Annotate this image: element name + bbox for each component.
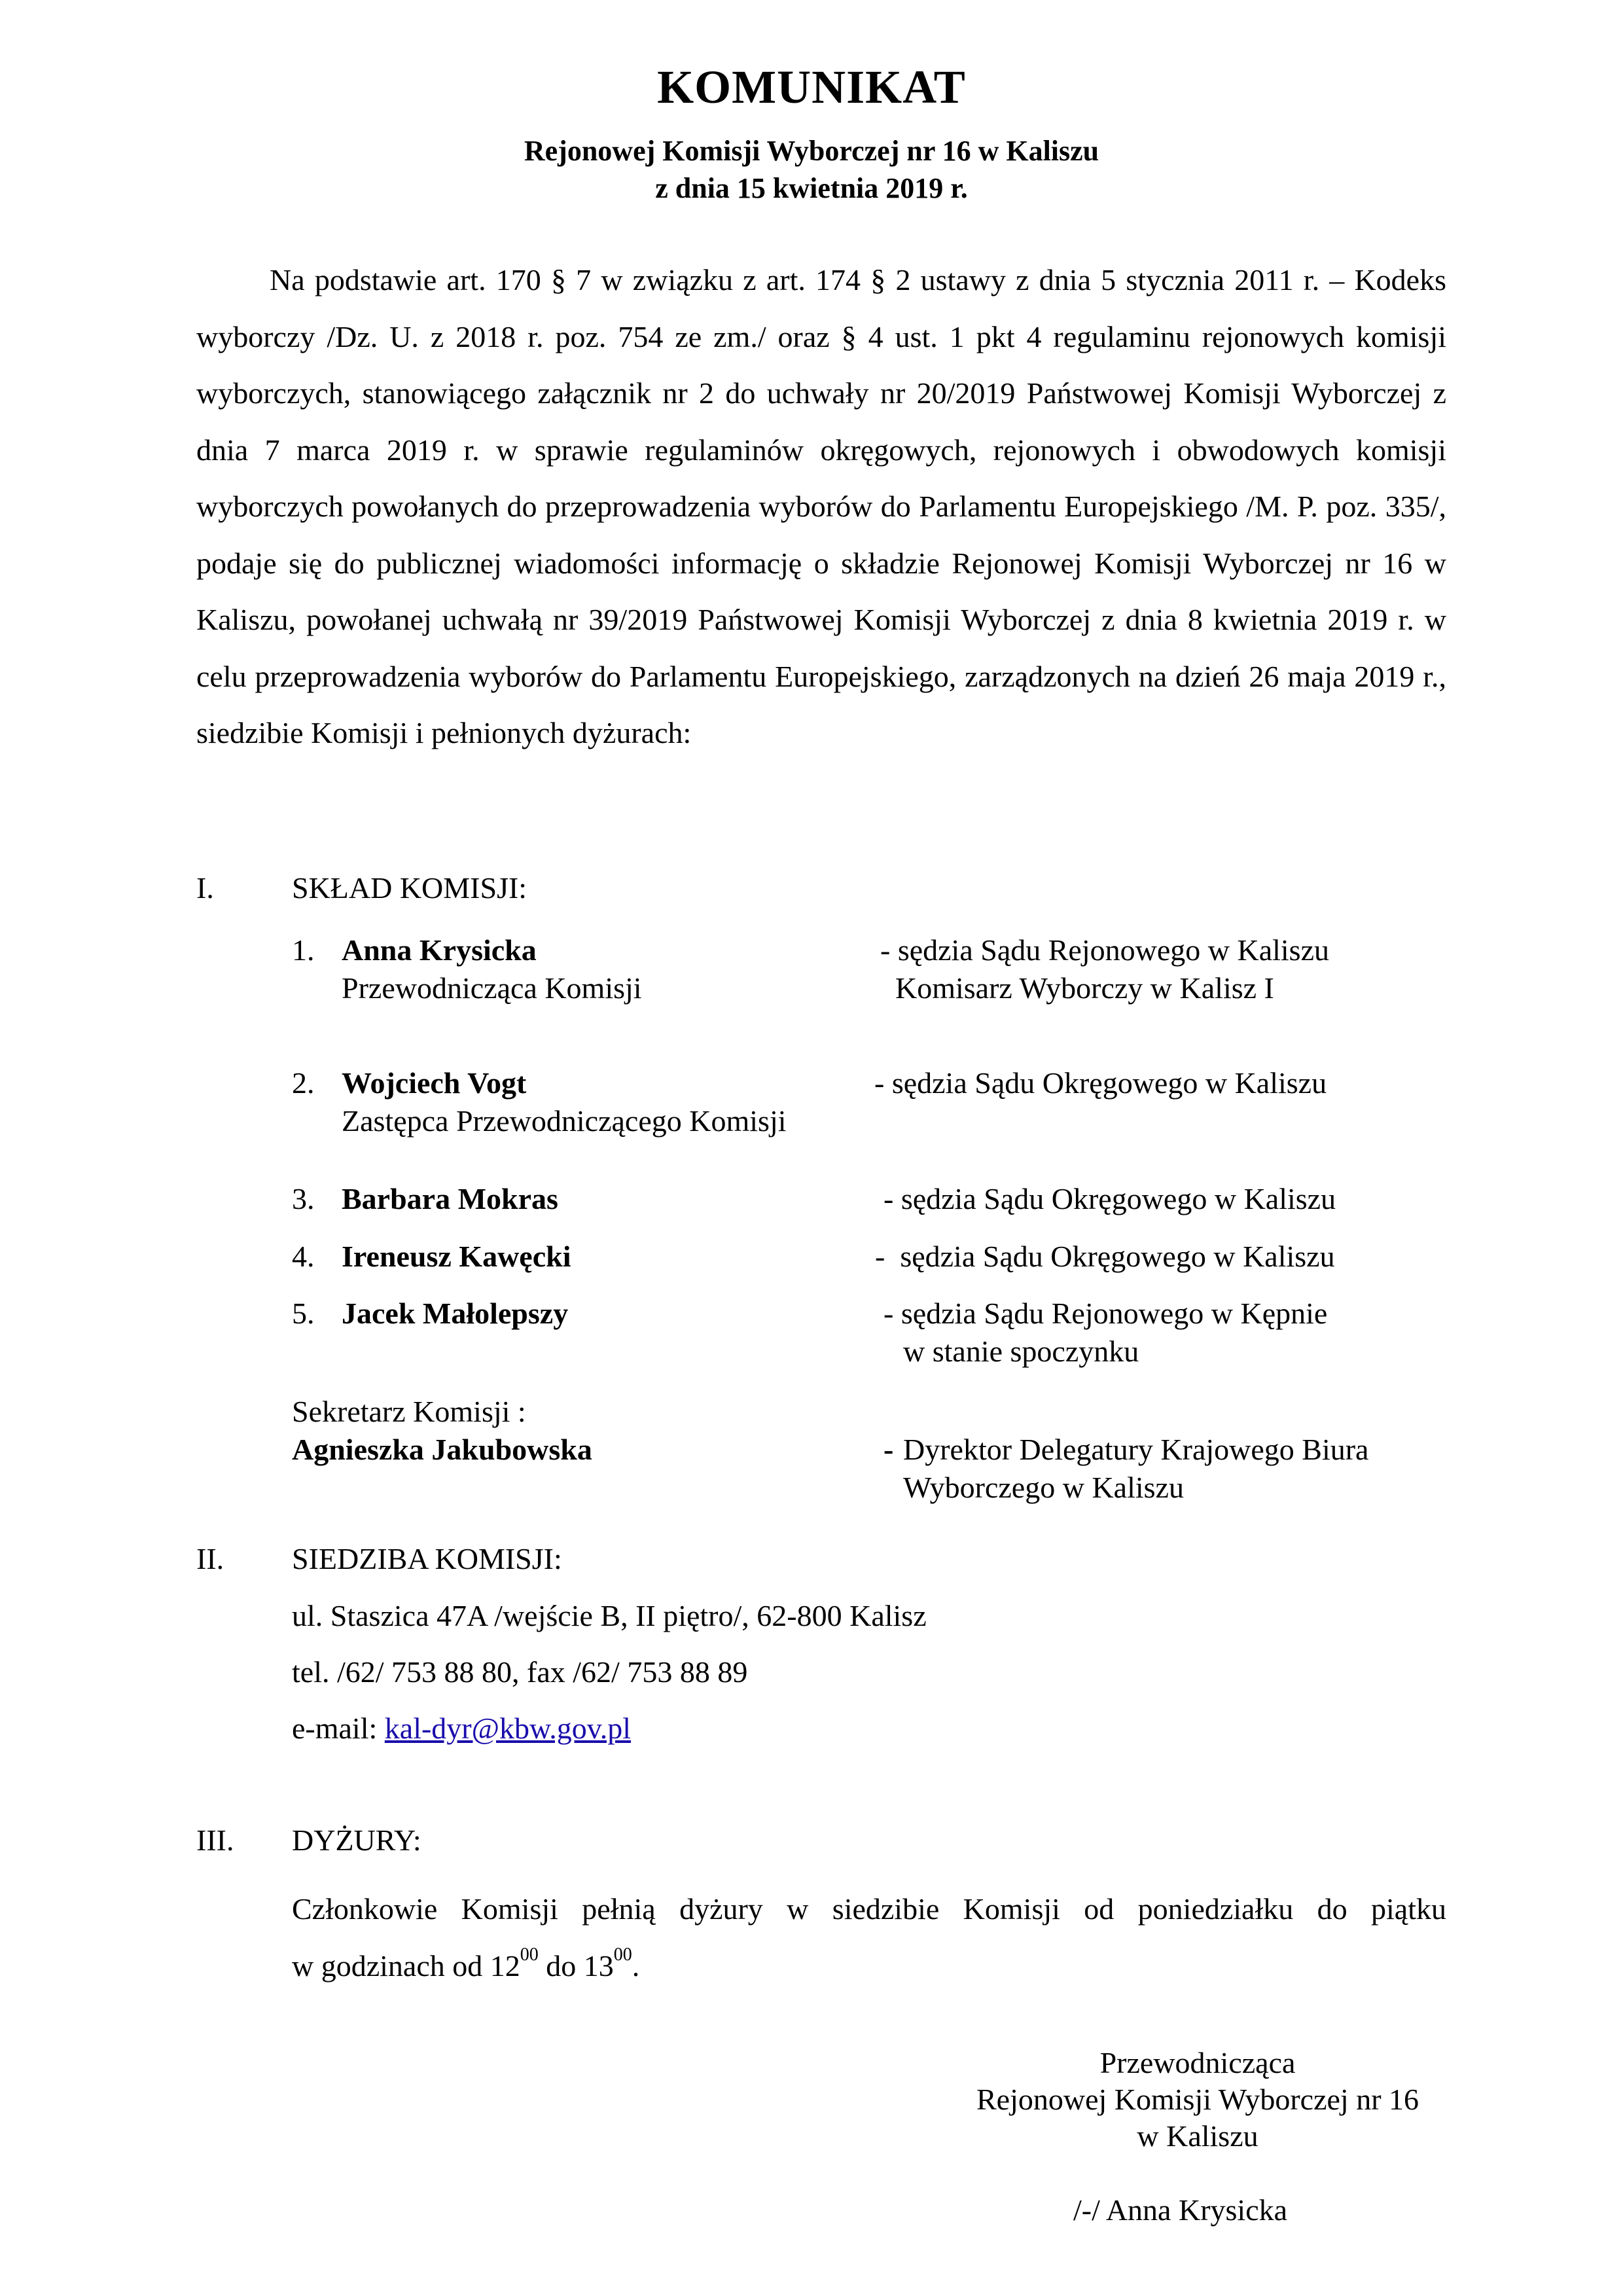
member-4-number: 4. <box>292 1240 315 1273</box>
member-1-name: Anna Krysicka <box>342 933 537 967</box>
secretary-name: Agnieszka Jakubowska <box>292 1433 592 1466</box>
member-5-desc-line1: - sędzia Sądu Rejonowego w Kępnie <box>883 1297 1328 1330</box>
duty-text-part-a: w godzinach od 12 <box>292 1949 520 1982</box>
member-2-role: Zastępca Przewodniczącego Komisji <box>342 1104 787 1138</box>
duty-text-part-b: do 13 <box>538 1949 614 1982</box>
email-label: e-mail: <box>292 1712 385 1745</box>
member-4-desc-line1: - sędzia Sądu Okręgowego w Kaliszu <box>875 1240 1335 1273</box>
section-1-heading: SKŁAD KOMISJI: <box>292 871 527 905</box>
duty-text-line2 <box>292 1945 640 1983</box>
section-3-heading: DYŻURY: <box>292 1823 421 1857</box>
section-2-number: II. <box>196 1542 224 1575</box>
secretary-dash: - <box>883 1433 894 1466</box>
document-subtitle-date: z dnia 15 kwietnia 2019 r. <box>655 172 968 204</box>
member-1-number: 1. <box>292 933 315 967</box>
email-link[interactable]: kal-dyr@kbw.gov.pl <box>384 1712 632 1745</box>
member-1-desc-line2: Komisarz Wyborczy w Kalisz I <box>895 971 1274 1005</box>
signature-block <box>890 2045 1505 2155</box>
duty-time-start-minutes: 00 <box>520 1945 539 1965</box>
member-1-role: Przewodnicząca Komisji <box>342 971 642 1005</box>
duty-time-end-minutes: 00 <box>613 1945 632 1965</box>
secretary-desc-line1: Dyrektor Delegatury Krajowego Biura <box>903 1433 1369 1466</box>
intro-text: Na podstawie art. 170 § 7 w związku z art. 174 § 2 ustawy z dnia 5 stycznia 2011 r. – Kodeks wyborczy /Dz. U. z 2018 r. poz. 754 ze zm./ oraz § 4 ust. 1 pkt 4 regulaminu rejonowych komisji wyborczych, stanowiącego załącznik nr 2 do uchwały nr 20/2019 Państwowej Komisji Wyborczej z dnia 7 marca 2019 r. w sprawie regulaminów okręgowych, rejonowych i obwodowych komisji wyborczych powołanych do przeprowadzenia wyborów do Parlamentu Europejskiego /M. P. poz. 335/, podaje się do publicznej wiadomości informację o składzie Rejonowej Komisji Wyborczej nr 16 w Kaliszu, powołanej uchwałą nr 39/2019 Państwowej Komisji Wyborczej z dnia 8 kwietnia 2019 r. w celu przeprowadzenia wyborów do Parlamentu Europejskiego, zarządzonych na dzień 26 maja 2019 r., siedzibie Komisji i pełnionych dyżurach: <box>196 263 1446 749</box>
section-1-number: I. <box>196 871 214 905</box>
member-4-name: Ireneusz Kawęcki <box>342 1240 571 1273</box>
signature-commission: Rejonowej Komisji Wyborczej nr 16 <box>976 2083 1419 2116</box>
office-email-line <box>292 1711 631 1746</box>
signature-title: Przewodnicząca <box>1099 2046 1296 2079</box>
member-3-number: 3. <box>292 1182 315 1215</box>
office-phone-fax: tel. /62/ 753 88 80, fax /62/ 753 88 89 <box>292 1655 748 1689</box>
office-address: ul. Staszica 47A /wejście B, II piętro/, 62-800 Kalisz <box>292 1599 927 1632</box>
member-5-name: Jacek Małolepszy <box>342 1297 569 1330</box>
member-2-desc-line1: - sędzia Sądu Okręgowego w Kaliszu <box>874 1066 1327 1100</box>
member-1-desc-line1: - sędzia Sądu Rejonowego w Kaliszu <box>880 933 1330 967</box>
member-5-desc-line2: w stanie spoczynku <box>903 1335 1139 1368</box>
duty-text-line1: Członkowie Komisji pełnią dyżury w siedzibie Komisji od poniedziałku do piątku <box>292 1892 1446 1926</box>
member-2-name: Wojciech Vogt <box>342 1066 527 1100</box>
member-5-number: 5. <box>292 1297 315 1330</box>
member-3-desc-line1: - sędzia Sądu Okręgowego w Kaliszu <box>883 1182 1336 1215</box>
intro-paragraph <box>196 252 1446 762</box>
member-3-name: Barbara Mokras <box>342 1182 558 1215</box>
section-2-heading: SIEDZIBA KOMISJI: <box>292 1542 562 1575</box>
signature-name: /-/ Anna Krysicka <box>1073 2193 1288 2227</box>
document-title: KOMUNIKAT <box>657 61 966 113</box>
member-2-number: 2. <box>292 1066 315 1100</box>
document-subtitle-issuer: Rejonowej Komisji Wyborczej nr 16 w Kaliszu <box>524 135 1099 167</box>
secretary-label: Sekretarz Komisji : <box>292 1395 526 1428</box>
secretary-desc-line2: Wyborczego w Kaliszu <box>903 1471 1184 1504</box>
signature-city: w Kaliszu <box>1137 2119 1258 2153</box>
section-3-number: III. <box>196 1823 234 1857</box>
duty-text-part-c: . <box>632 1949 640 1982</box>
